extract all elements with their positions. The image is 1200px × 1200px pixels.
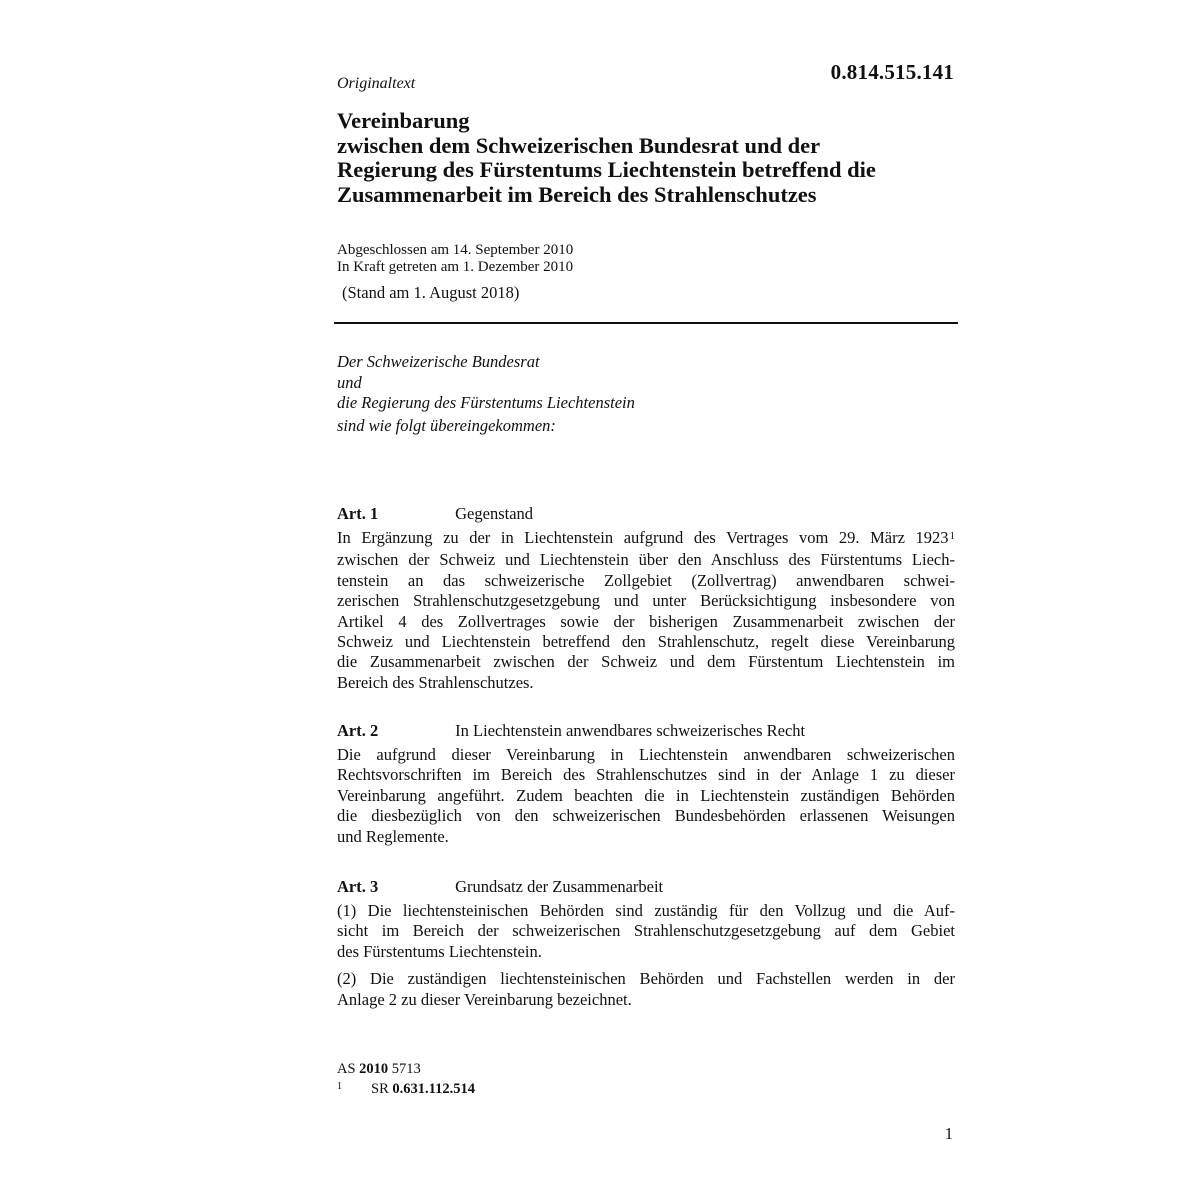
as-prefix: AS — [337, 1061, 356, 1077]
footnote-mark: 1 — [337, 1081, 342, 1092]
article-number: Art. 1 — [337, 504, 379, 523]
paragraph-line: und Reglemente. — [337, 826, 449, 846]
article-2 — [337, 721, 955, 847]
concluded-date: Abgeschlossen am 14. September 2010 — [337, 242, 574, 258]
article-heading — [337, 877, 955, 897]
article-title: Gegenstand — [455, 504, 534, 523]
official-collection-reference — [337, 1059, 475, 1079]
page-number: 1 — [944, 1124, 953, 1143]
line-text: In Ergänzung zu der in Liechtenstein aufgrund des Vertrages vom 29. März 1923 — [337, 528, 949, 547]
sr-number: 0.814.515.141 — [830, 60, 954, 84]
footnote-reference: 1 — [949, 530, 955, 542]
status-date: (Stand am 1. August 2018) — [342, 283, 520, 302]
paragraph-line: die diesbezüglich von den schweizerischen Bundesbehörden erlassenen Weisungen — [337, 806, 955, 826]
article-paragraph — [337, 969, 955, 1010]
preamble-line: die Regierung des Fürstentums Liechtenstein — [337, 393, 635, 412]
title-line: Regierung des Fürstentums Liechtenstein betreffend die — [337, 157, 876, 182]
title-line: zwischen dem Schweizerischen Bundesrat und der — [337, 132, 821, 158]
article-heading — [337, 721, 955, 741]
article-3 — [337, 877, 955, 1010]
footnote-sr-number: 0.631.112.514 — [392, 1081, 475, 1097]
as-year: 2010 — [359, 1061, 389, 1077]
header-divider — [334, 322, 958, 324]
paragraph-line: zwischen der Schweiz und Liechtenstein über den Anschluss des Fürstentums Liech- — [337, 550, 955, 570]
preamble-closing: sind wie folgt übereingekommen: — [337, 415, 556, 435]
paragraph-line: (1) Die liechtensteinischen Behörden sind zuständig für den Vollzug und die Auf- — [337, 901, 955, 920]
footnote — [337, 1079, 475, 1101]
title-line: Zusammenarbeit im Bereich des Strahlenschutzes — [337, 181, 817, 207]
article-paragraph — [337, 745, 955, 847]
date-block — [337, 242, 573, 276]
preamble-line: und — [337, 372, 362, 392]
paragraph-line: Rechtsvorschriften im Bereich des Strahlenschutzes sind in der Anlage 1 zu dieser — [337, 765, 955, 785]
paragraph-line: des Fürstentums Liechtenstein. — [337, 941, 542, 961]
paragraph-line: die Zusammenarbeit zwischen der Schweiz und dem Fürstentum Liechtenstein im — [337, 652, 955, 672]
article-heading — [337, 504, 955, 524]
article-number: Art. 2 — [337, 721, 379, 740]
article-1 — [337, 504, 955, 693]
article-number: Art. 3 — [337, 877, 379, 896]
paragraph-line: zerischen Strahlenschutzgesetzgebung und unter Berücksichtigung insbesondere von — [337, 591, 955, 611]
as-page: 5713 — [391, 1061, 421, 1077]
footer-notes — [337, 1059, 475, 1101]
paragraph-line: Vereinbarung angeführt. Zudem beachten die in Liechtenstein zuständigen Behörden — [337, 785, 955, 805]
preamble — [337, 352, 957, 436]
paragraph-line: Artikel 4 des Zollvertrages sowie der bisherigen Zusammenarbeit zwischen der — [337, 611, 955, 631]
paragraph-line: Schweiz und Liechtenstein betreffend den Strahlenschutz, regelt diese Vereinbarung — [337, 632, 955, 652]
paragraph-line: Die aufgrund dieser Vereinbarung in Liechtenstein anwendbaren schweizerischen — [337, 745, 955, 764]
paragraph-line — [337, 528, 955, 550]
in-force-date: In Kraft getreten am 1. Dezember 2010 — [337, 259, 574, 275]
paragraph-line: Anlage 2 zu dieser Vereinbarung bezeichnet. — [337, 989, 632, 1009]
article-paragraph — [337, 901, 955, 962]
paragraph-line: (2) Die zuständigen liechtensteinischen Behörden und Fachstellen werden in der — [337, 969, 955, 989]
originaltext-label: Originaltext — [337, 75, 416, 92]
paragraph-line: Bereich des Strahlenschutzes. — [337, 672, 534, 692]
document-title — [337, 109, 977, 207]
paragraph-line: tenstein an das schweizerische Zollgebiet (Zollvertrag) anwendbaren schwei- — [337, 570, 955, 590]
article-title: In Liechtenstein anwendbares schweizerisches Recht — [455, 721, 806, 740]
footnote-prefix: SR — [371, 1081, 389, 1097]
article-title: Grundsatz der Zusammenarbeit — [455, 877, 664, 896]
article-paragraph — [337, 528, 955, 693]
preamble-line: Der Schweizerische Bundesrat — [337, 352, 540, 371]
paragraph-line: sicht im Bereich der schweizerischen Strahlenschutzgesetzgebung auf dem Gebiet — [337, 921, 955, 941]
title-line: Vereinbarung — [337, 108, 470, 133]
